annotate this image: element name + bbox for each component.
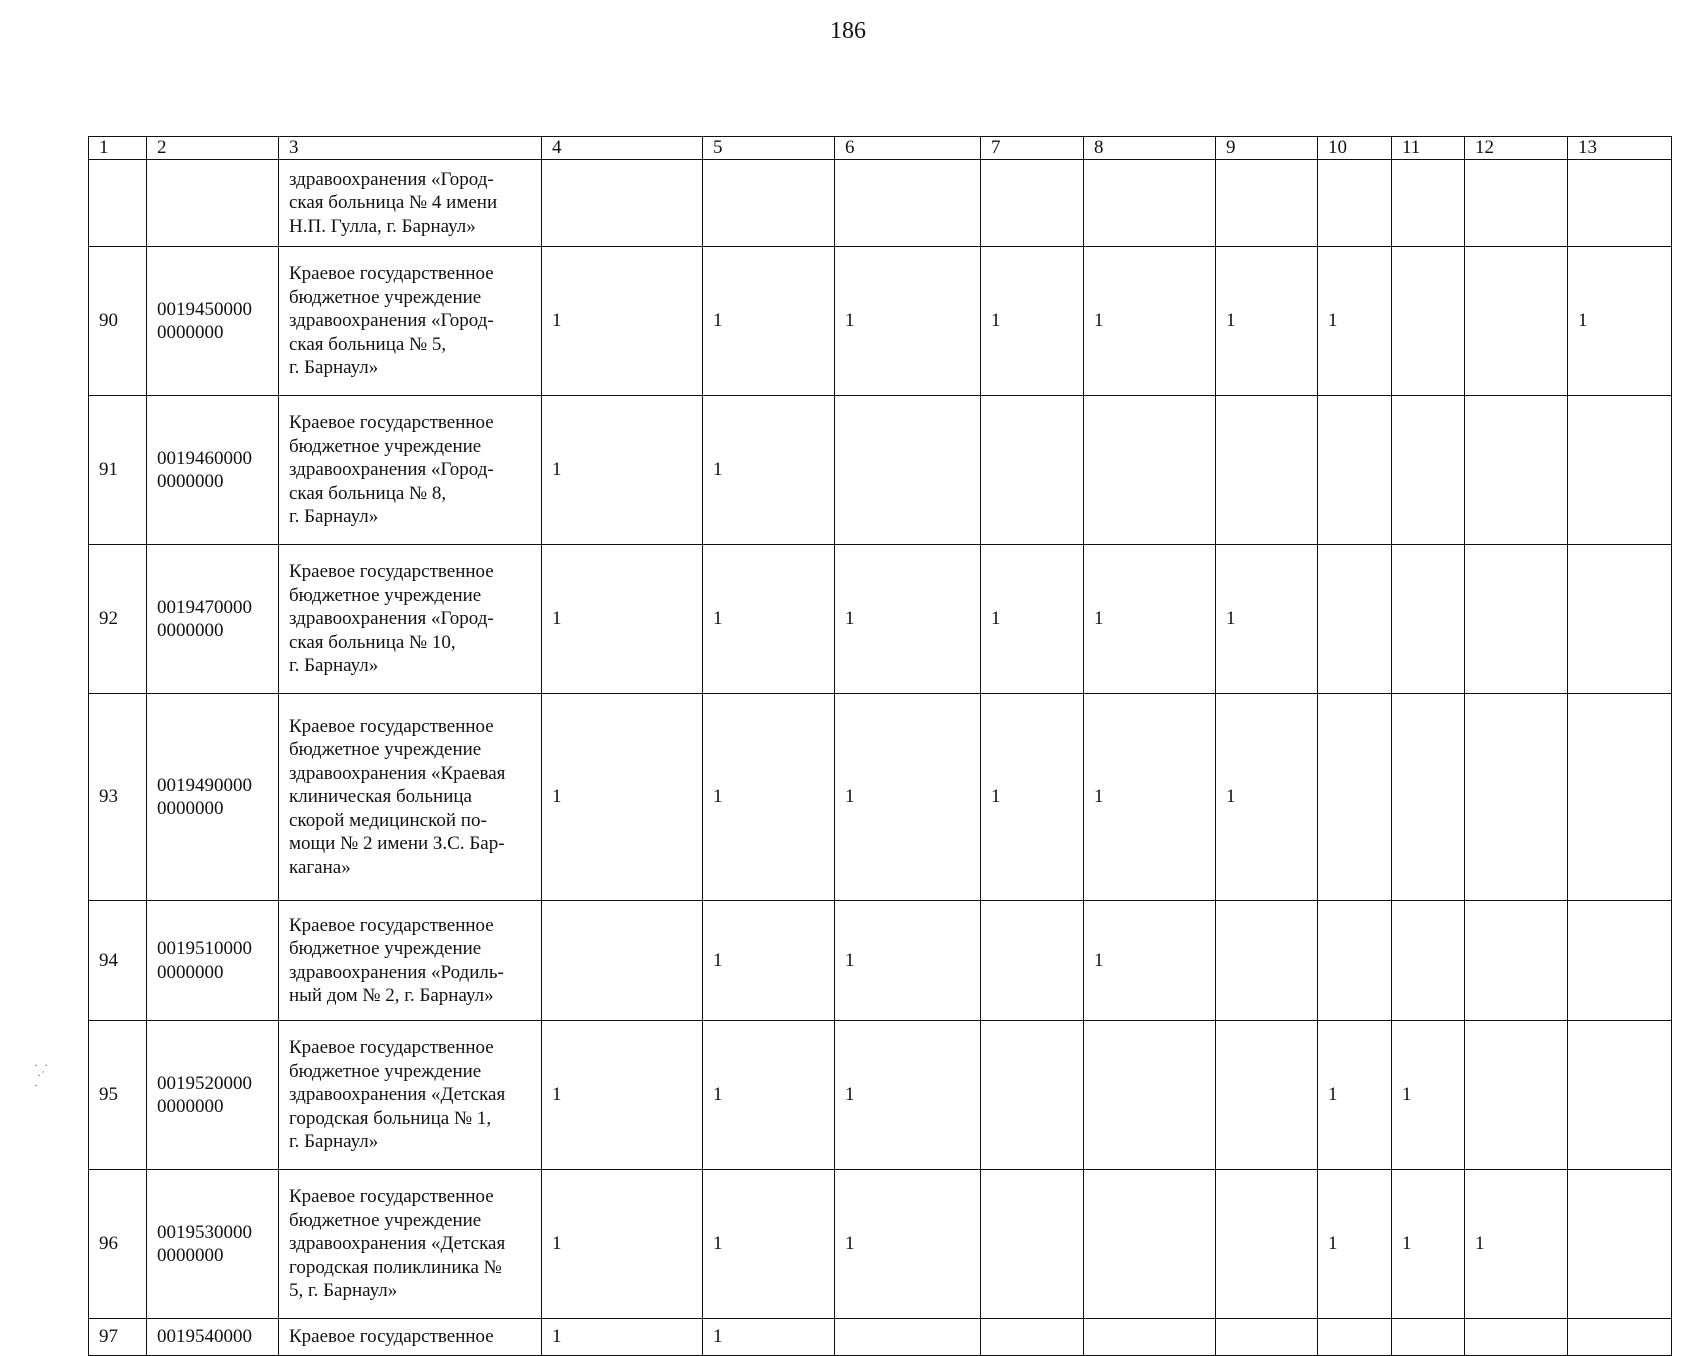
column-header-3: 3 [279,137,542,160]
column-header-1: 1 [89,137,147,160]
value-cell-col-8 [1084,1021,1216,1170]
code-cell: 0019460000 0000000 [147,396,279,545]
value-cell-col-8 [1084,1170,1216,1319]
value-cell-col-12: 1 [1465,1170,1568,1319]
column-header-7: 7 [981,137,1084,160]
value-cell-col-13 [1568,545,1672,694]
table-row [89,247,1672,396]
value-cell-col-12 [1465,694,1568,901]
value-cell-col-10: 1 [1318,247,1392,396]
code-cell: 0019520000 0000000 [147,1021,279,1170]
column-header-5: 5 [703,137,835,160]
value-cell-col-7 [981,396,1084,545]
value-cell-col-7 [981,1319,1084,1356]
value-cell-col-13: 1 [1568,247,1672,396]
value-cell-col-7: 1 [981,545,1084,694]
value-cell-col-4 [542,160,703,247]
value-cell-col-4: 1 [542,1170,703,1319]
code-cell [147,160,279,247]
value-cell-col-10 [1318,901,1392,1021]
value-cell-col-12 [1465,396,1568,545]
value-cell-col-8: 1 [1084,694,1216,901]
column-header-8: 8 [1084,137,1216,160]
value-cell-col-11: 1 [1392,1021,1465,1170]
code-cell: 0019510000 0000000 [147,901,279,1021]
institution-name-cell: Краевое государственное бюджетное учреждение здравоохранения «Город- ская больница № 8, г. Барнаул» [279,396,542,545]
value-cell-col-7 [981,1021,1084,1170]
value-cell-col-10 [1318,396,1392,545]
value-cell-col-8 [1084,396,1216,545]
institution-name-cell: Краевое государственное бюджетное учреждение здравоохранения «Город- ская больница № 5, г. Барнаул» [279,247,542,396]
value-cell-col-12 [1465,901,1568,1021]
value-cell-col-9 [1216,1021,1318,1170]
value-cell-col-6: 1 [835,1170,981,1319]
value-cell-col-6: 1 [835,1021,981,1170]
value-cell-col-11 [1392,901,1465,1021]
value-cell-col-12 [1465,160,1568,247]
value-cell-col-13 [1568,694,1672,901]
row-number-cell: 95 [89,1021,147,1170]
value-cell-col-5: 1 [703,1170,835,1319]
value-cell-col-6 [835,1319,981,1356]
column-header-4: 4 [542,137,703,160]
institution-name-cell: здравоохранения «Город- ская больница № 4 имени Н.П. Гулла, г. Барнаул» [279,160,542,247]
column-header-6: 6 [835,137,981,160]
value-cell-col-4: 1 [542,1319,703,1356]
code-cell: 0019490000 0000000 [147,694,279,901]
value-cell-col-9 [1216,1170,1318,1319]
value-cell-col-10 [1318,545,1392,694]
code-cell: 0019470000 0000000 [147,545,279,694]
row-number-cell: 94 [89,901,147,1021]
table-body [89,160,1672,1356]
institution-name-cell: Краевое государственное [279,1319,542,1356]
value-cell-col-10 [1318,694,1392,901]
page-number: 186 [830,18,866,44]
value-cell-col-13 [1568,901,1672,1021]
data-table [88,136,1672,1356]
institution-name-cell: Краевое государственное бюджетное учреждение здравоохранения «Детская городская поликлиника № 5, г. Барнаул» [279,1170,542,1319]
row-number-cell: 91 [89,396,147,545]
value-cell-col-12 [1465,1021,1568,1170]
value-cell-col-5: 1 [703,545,835,694]
row-number-cell: 92 [89,545,147,694]
value-cell-col-10: 1 [1318,1021,1392,1170]
table-row [89,160,1672,247]
value-cell-col-5: 1 [703,901,835,1021]
value-cell-col-5: 1 [703,247,835,396]
value-cell-col-6: 1 [835,247,981,396]
value-cell-col-11 [1392,1319,1465,1356]
code-cell: 0019530000 0000000 [147,1170,279,1319]
value-cell-col-8 [1084,160,1216,247]
column-header-13: 13 [1568,137,1672,160]
value-cell-col-13 [1568,396,1672,545]
value-cell-col-11 [1392,247,1465,396]
value-cell-col-13 [1568,1170,1672,1319]
table-row [89,1319,1672,1356]
value-cell-col-8: 1 [1084,901,1216,1021]
table-row [89,1021,1672,1170]
value-cell-col-9 [1216,396,1318,545]
value-cell-col-5: 1 [703,1021,835,1170]
value-cell-col-4: 1 [542,247,703,396]
institution-name-cell: Краевое государственное бюджетное учреждение здравоохранения «Родиль- ный дом № 2, г. Барнаул» [279,901,542,1021]
value-cell-col-9 [1216,1319,1318,1356]
row-number-cell: 96 [89,1170,147,1319]
value-cell-col-11 [1392,160,1465,247]
value-cell-col-7 [981,160,1084,247]
code-cell: 0019540000 [147,1319,279,1356]
value-cell-col-11 [1392,545,1465,694]
value-cell-col-4: 1 [542,396,703,545]
value-cell-col-8: 1 [1084,247,1216,396]
column-header-9: 9 [1216,137,1318,160]
institution-name-cell: Краевое государственное бюджетное учреждение здравоохранения «Детская городская больница № 1, г. Барнаул» [279,1021,542,1170]
value-cell-col-13 [1568,1021,1672,1170]
value-cell-col-12 [1465,247,1568,396]
value-cell-col-7: 1 [981,247,1084,396]
table-row [89,545,1672,694]
row-number-cell: 93 [89,694,147,901]
value-cell-col-7: 1 [981,694,1084,901]
value-cell-col-12 [1465,545,1568,694]
value-cell-col-11 [1392,694,1465,901]
value-cell-col-4 [542,901,703,1021]
value-cell-col-6: 1 [835,694,981,901]
value-cell-col-10 [1318,1319,1392,1356]
value-cell-col-13 [1568,1319,1672,1356]
table-row [89,396,1672,545]
value-cell-col-10: 1 [1318,1170,1392,1319]
value-cell-col-6: 1 [835,545,981,694]
column-header-11: 11 [1392,137,1465,160]
header-row [89,137,1672,160]
value-cell-col-12 [1465,1319,1568,1356]
value-cell-col-5: 1 [703,1319,835,1356]
value-cell-col-8: 1 [1084,545,1216,694]
value-cell-col-13 [1568,160,1672,247]
institution-name-cell: Краевое государственное бюджетное учреждение здравоохранения «Город- ская больница № 10, г. Барнаул» [279,545,542,694]
scan-specks: · · ·˙ · [34,1058,48,1092]
value-cell-col-5: 1 [703,396,835,545]
value-cell-col-11: 1 [1392,1170,1465,1319]
column-header-10: 10 [1318,137,1392,160]
value-cell-col-9: 1 [1216,694,1318,901]
value-cell-col-4: 1 [542,1021,703,1170]
code-cell: 0019450000 0000000 [147,247,279,396]
value-cell-col-6 [835,396,981,545]
value-cell-col-7 [981,1170,1084,1319]
value-cell-col-7 [981,901,1084,1021]
value-cell-col-8 [1084,1319,1216,1356]
value-cell-col-9: 1 [1216,545,1318,694]
value-cell-col-4: 1 [542,545,703,694]
value-cell-col-6: 1 [835,901,981,1021]
value-cell-col-11 [1392,396,1465,545]
value-cell-col-6 [835,160,981,247]
column-header-12: 12 [1465,137,1568,160]
column-header-2: 2 [147,137,279,160]
value-cell-col-5 [703,160,835,247]
value-cell-col-9 [1216,160,1318,247]
table-row [89,1170,1672,1319]
table-row [89,901,1672,1021]
institution-name-cell: Краевое государственное бюджетное учреждение здравоохранения «Краевая клиническая больница скорой медицинской по- мощи № 2 имени З.С. Бар- кагана» [279,694,542,901]
table-row [89,694,1672,901]
value-cell-col-4: 1 [542,694,703,901]
row-number-cell: 97 [89,1319,147,1356]
row-number-cell: 90 [89,247,147,396]
value-cell-col-9: 1 [1216,247,1318,396]
value-cell-col-10 [1318,160,1392,247]
value-cell-col-9 [1216,901,1318,1021]
value-cell-col-5: 1 [703,694,835,901]
row-number-cell [89,160,147,247]
